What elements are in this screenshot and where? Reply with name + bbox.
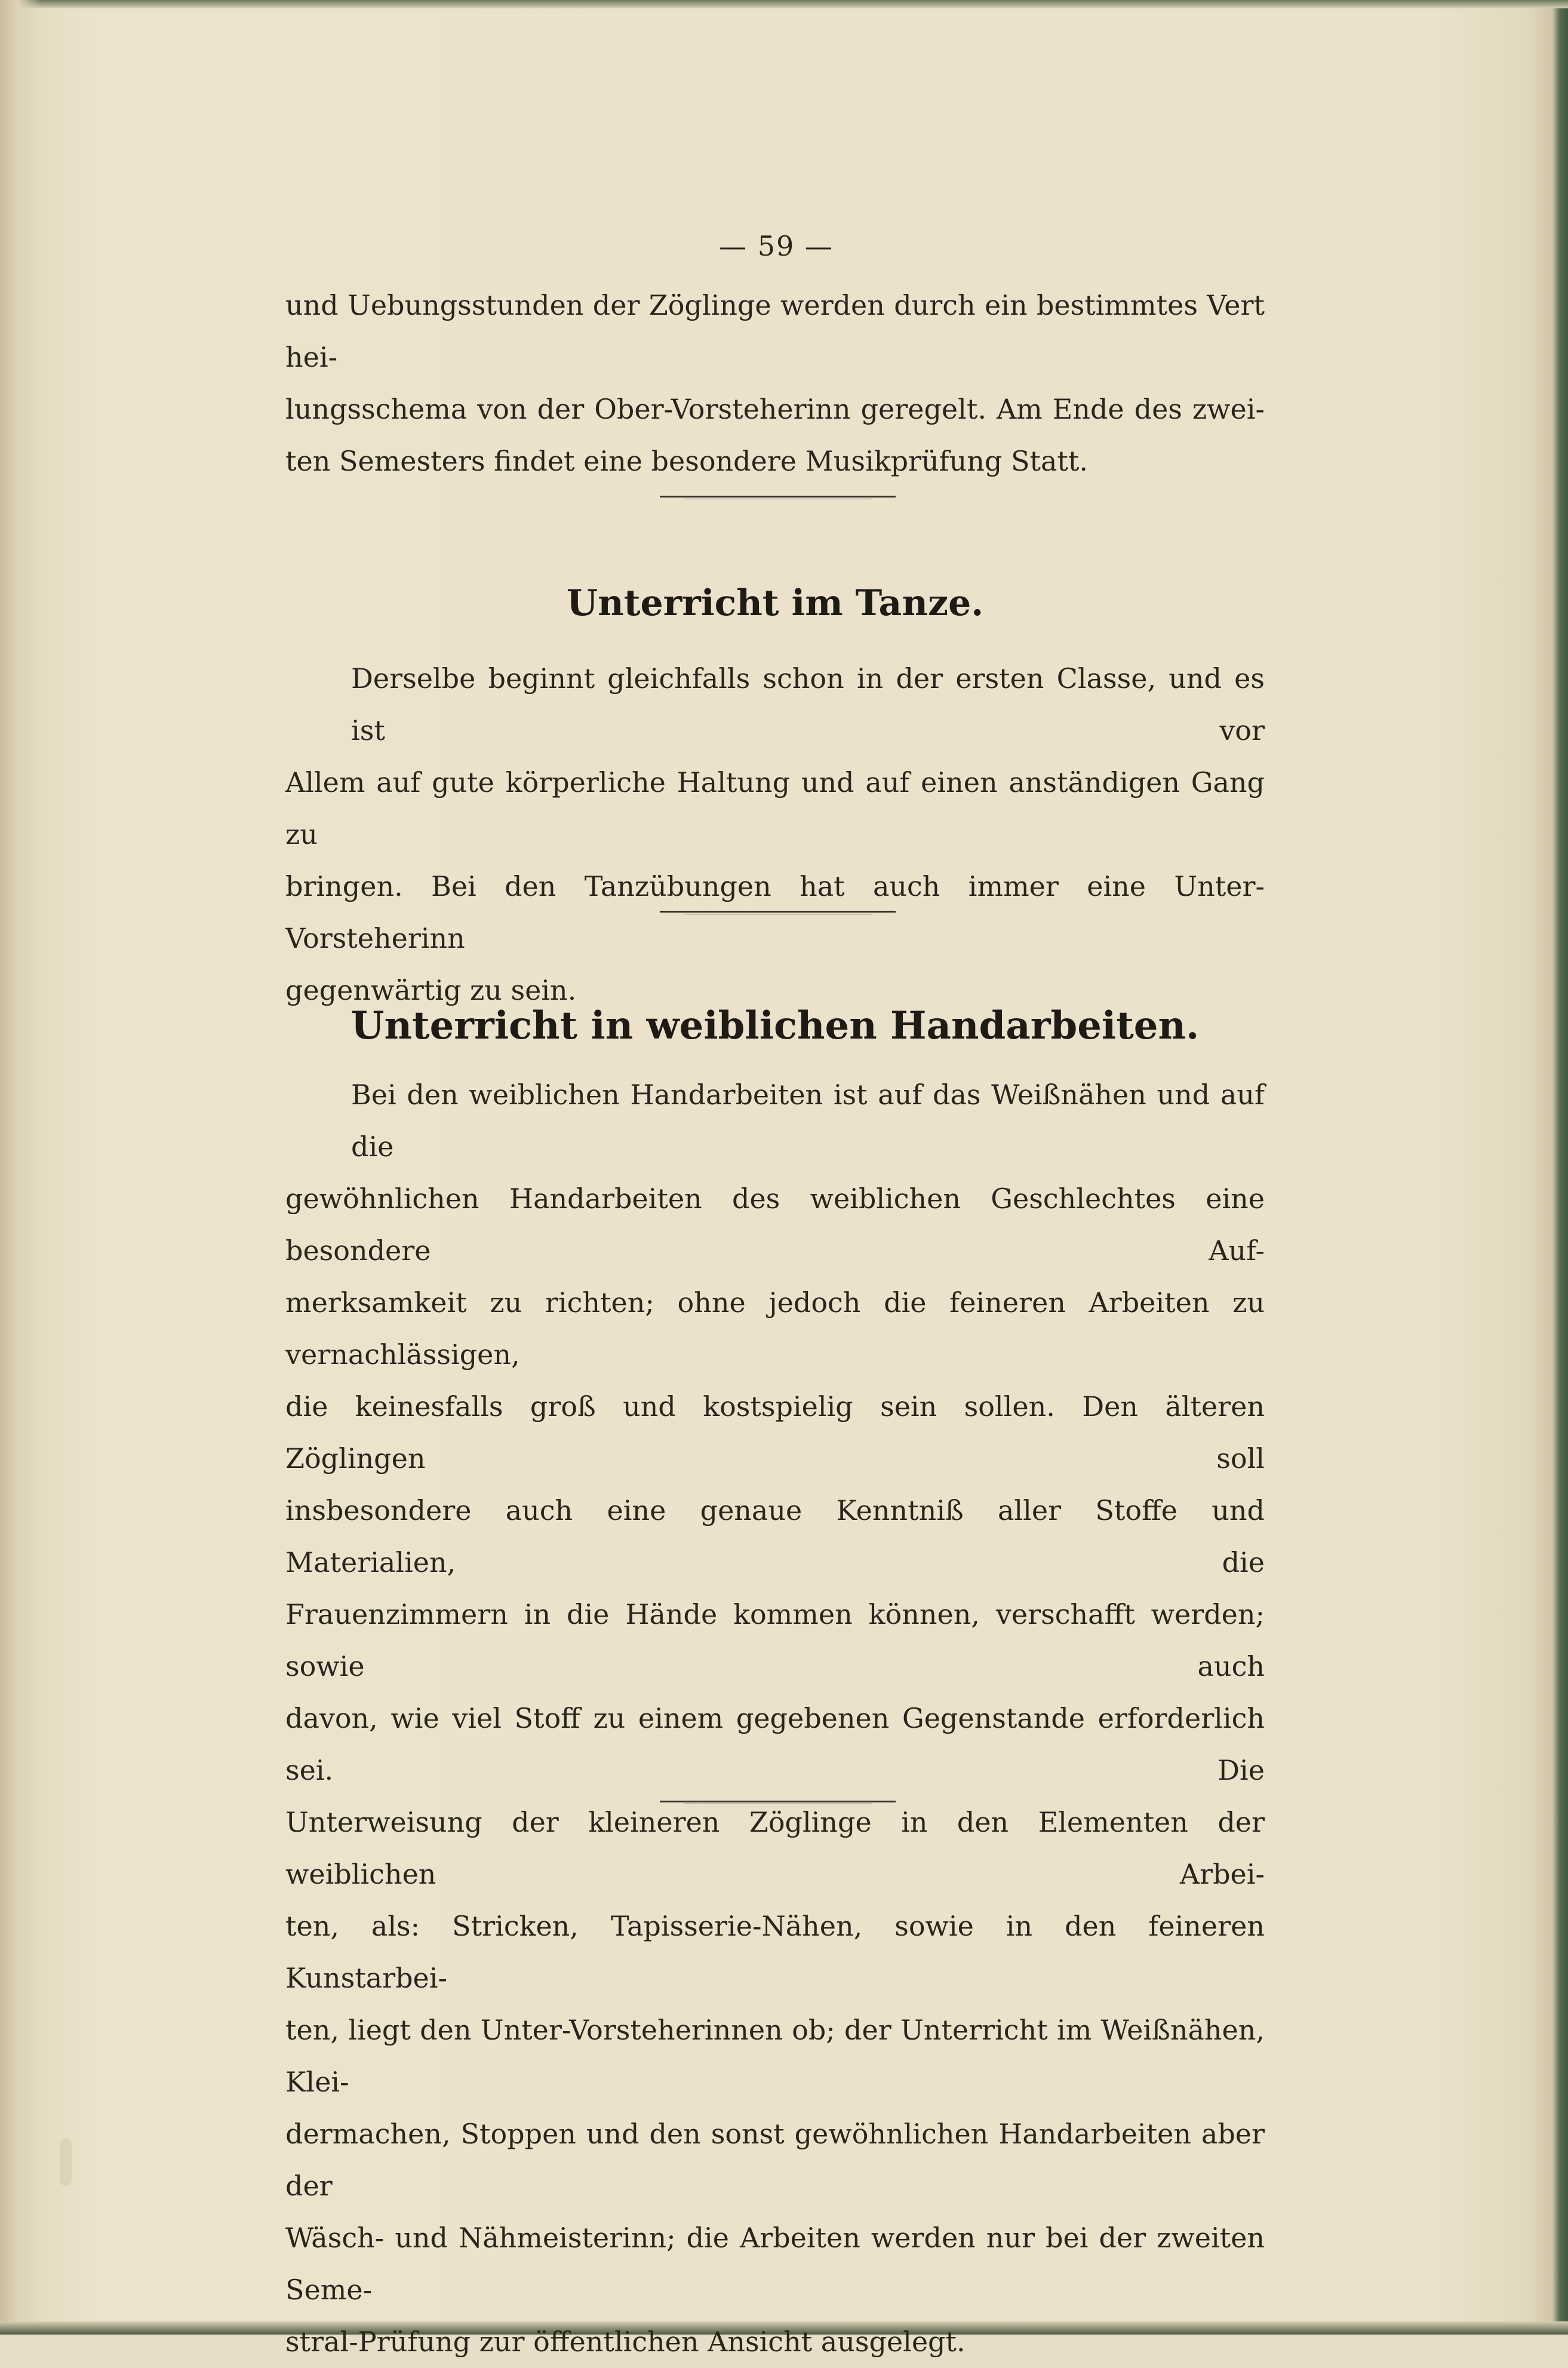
text-line: Wäsch- und Nähmeisterinn; die Arbeiten werden nur bei der zweiten Seme-	[285, 2222, 1265, 2306]
text-line: stral-Prüfung zur öffentlichen Ansicht ausgelegt.	[285, 2326, 966, 2358]
text-line: Allem auf gute körperliche Haltung und auf einen anständigen Gang zu	[285, 766, 1265, 850]
text-line: ten, als: Stricken, Tapisserie-Nähen, sowie in den feineren Kunstarbei-	[285, 1910, 1265, 1994]
closing-divider	[660, 1801, 896, 1802]
dance-paragraph	[285, 653, 1265, 1016]
text-line: ten Semesters findet eine besondere Musikprüfung Statt.	[285, 445, 1088, 477]
text-line: gewöhnlichen Handarbeiten des weiblichen Geschlechtes eine besondere Auf-	[285, 1183, 1265, 1267]
text-line: Frauenzimmern in die Hände kommen können, verschafft werden; sowie auch	[285, 1598, 1265, 1682]
page-number: — 59 —	[719, 230, 834, 262]
text-line: davon, wie viel Stoff zu einem gegebenen Gegenstande erforderlich sei. Die	[285, 1702, 1265, 1786]
text-line: bringen. Bei den Tanzübungen hat auch immer eine Unter-Vorsteherinn	[285, 870, 1265, 954]
text-line: Derselbe beginnt gleichfalls schon in der ersten Classe, und es ist vor	[351, 662, 1265, 747]
page-top-edge	[0, 0, 1568, 8]
section-divider	[660, 911, 896, 913]
text-line: lungsschema von der Ober-Vorsteherinn geregelt. Am Ende des zwei-	[285, 393, 1265, 425]
section-heading-needlework: Unterricht in weiblichen Handarbeiten.	[351, 1003, 1200, 1048]
text-line: und Uebungsstunden der Zöglinge werden durch ein bestimmtes Vert hei-	[285, 289, 1265, 373]
text-line: merksamkeit zu richten; ohne jedoch die feineren Arbeiten zu vernachlässigen,	[285, 1286, 1265, 1371]
paper-stain	[60, 2138, 72, 2186]
text-line: Bei den weiblichen Handarbeiten ist auf das Weißnähen und auf die	[351, 1079, 1265, 1163]
text-line: ten, liegt den Unter-Vorsteherinnen ob; der Unterricht im Weißnähen, Klei-	[285, 2014, 1265, 2098]
section-heading-dance: Unterricht im Tanze.	[566, 582, 984, 624]
text-line: die keinesfalls groß und kostspielig sein sollen. Den älteren Zöglingen soll	[285, 1390, 1265, 1475]
intro-paragraph	[285, 280, 1265, 487]
section-divider	[660, 496, 896, 497]
text-line: Unterweisung der kleineren Zöglinge in den Elementen der weiblichen Arbei-	[285, 1806, 1265, 1890]
needlework-paragraph	[285, 1069, 1265, 2368]
text-line: dermachen, Stoppen und den sonst gewöhnlichen Handarbeiten aber der	[285, 2118, 1265, 2202]
page-gutter	[0, 0, 42, 2335]
text-line: insbesondere auch eine genaue Kenntniß aller Stoffe und Materialien, die	[285, 1494, 1265, 1578]
text-line: gegenwärtig zu sein.	[285, 974, 577, 1006]
